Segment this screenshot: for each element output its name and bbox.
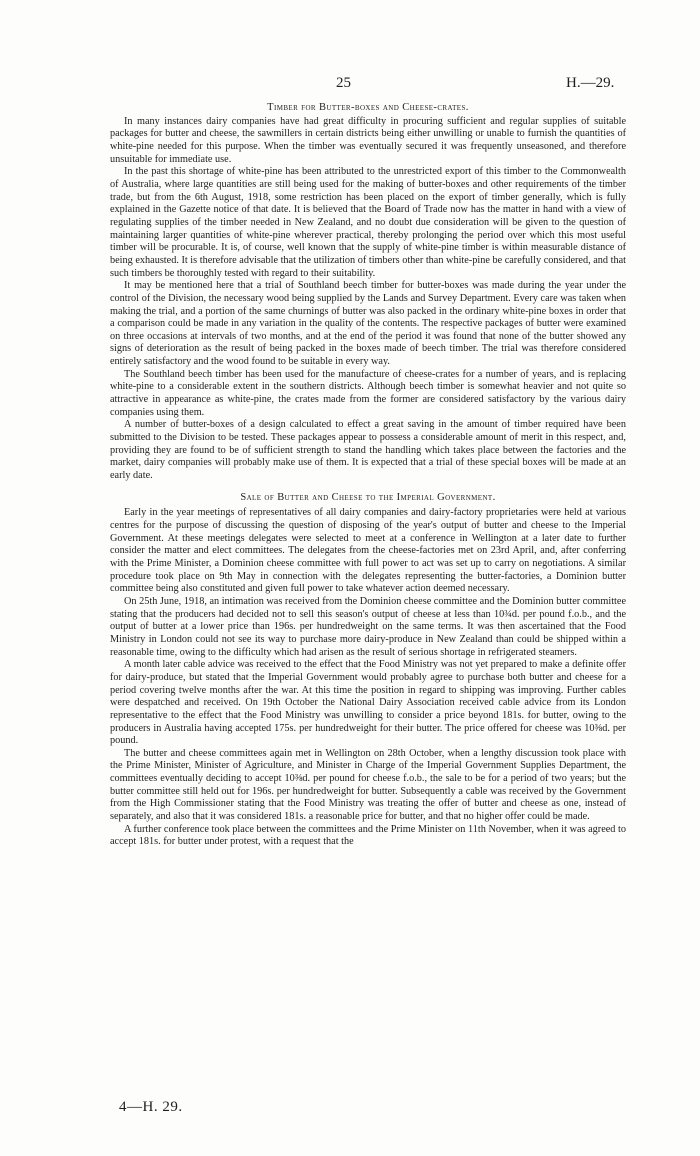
page-number: 25	[336, 75, 351, 91]
paragraph: In many instances dairy companies have had great difficulty in procuring sufficient and regular supplies of suitable packages for butter and cheese, the sawmillers in certain districts being either unwilling or unable to furnish the quantities of white-pine needed for this purpose. When the timber was eventually secured it was frequently unseasoned, and therefore unsuitable for immediate use.	[110, 115, 626, 165]
paragraph: A number of butter-boxes of a design calculated to effect a great saving in the amount of timber required have been submitted to the Division to be tested. These packages appear to possess a considerable amount of merit in this respect, and, providing they are found to be of sufficient strength to stand the handling which takes place between the factories and the market, dairy companies will probably make use of them. It is expected that a trial of these special boxes will be made at an early date.	[110, 419, 626, 482]
paragraph: On 25th June, 1918, an intimation was received from the Dominion cheese committee and the Dominion butter committee stating that the producers had decided not to sell this season's output of cheese at less than 10¾d. per pound f.o.b., and the output of butter at a lower price than 196s. per hundredweight on the same terms. It was then ascertained that the Food Ministry in London could not see its way to purchase more dairy-produce in New Zealand than could be shipped within a reasonable time, owing to the difficulty which had arisen as the result of serious shortage in refrigerated steamers.	[110, 595, 626, 658]
paragraph: In the past this shortage of white-pine has been attributed to the unrestricted export of this timber to the Commonwealth of Australia, where large quantities are still being used for the making of butter-boxes and other requirements of the timber trade, but from the 6th August, 1918, some restriction has been placed on the export of timber generally, which is fully explained in the Gazette notice of that date. It is believed that the Board of Trade now has the matter in hand with a view of regulating supplies of the timber needed in New Zealand, and no doubt due consideration will be given to the question of maintaining larger quantities of white-pine wherever practical, thereby prolonging the period over which this most useful timber will be procurable. It is, of course, well known that the supply of white-pine timber is within measurable distance of being exhausted. It is therefore advisable that the utilization of timbers other than white-pine be carefully considered, and that such timbers be thoroughly tested with regard to their suitability.	[110, 166, 626, 279]
paragraph: The butter and cheese committees again met in Wellington on 28th October, when a lengthy discussion took place with the Prime Minister, Minister of Agriculture, and Minister in Charge of the Imperial Government Supplies Department, the committees eventually deciding to accept 10⅜d. per pound for cheese f.o.b., the sale to be for a period of two years; but the butter committee still held out for 196s. per hundredweight for butter. Subsequently a cable was received by the Government from the High Commissioner stating that the Food Ministry was treating the offer of butter and cheese as one, instead of separately, and also that it was considered 181s. a reasonable price for butter, and that no higher offer could be made.	[110, 747, 626, 823]
section-heading-sale: Sale of Butter and Cheese to the Imperial Government.	[240, 491, 496, 503]
paragraph: A further conference took place between the committees and the Prime Minister on 11th November, when it was agreed to accept 181s. for butter under protest, with a request that the	[110, 823, 626, 848]
paragraph: Early in the year meetings of representatives of all dairy companies and dairy-factory proprietaries were held at various centres for the purpose of discussing the question of disposing of the year's output of butter and cheese to the Imperial Government. At these meetings delegates were selected to meet at a conference in Wellington at a later date to further consider the matter and elect committees. The delegates from the cheese-factories met on 23rd April, and, after conferring with the Prime Minister, a Dominion cheese committee with full power to act was set up to carry on negotiations. A similar procedure took place on 9th May in connection with the delegates representing the butter-factories, a Dominion butter committee being also constituted and given full power to take whatever action deemed necessary.	[110, 507, 626, 595]
section-heading-timber: Timber for Butter-boxes and Cheese-crates.	[267, 102, 469, 113]
paragraph: A month later cable advice was received to the effect that the Food Ministry was not yet prepared to make a definite offer for dairy-produce, but stated that the Imperial Government would probably agree to purchase both butter and cheese for a period covering twelve months after the war. At this time the position in regard to shipping was improving. Further cables were despatched and received. On 19th October the National Dairy Association received cable advice from its London representative to the effect that the Food Ministry was unwilling to consider a price beyond 181s. for butter, owing to the producers in Australia having accepted 175s. per hundredweight for their butter. The price offered for cheese was 10⅜d. per pound.	[110, 659, 626, 747]
paragraph: The Southland beech timber has been used for the manufacture of cheese-crates for a number of years, and is replacing white-pine to a considerable extent in the southern districts. Although beech timber is somewhat heavier and not quite so attractive in appearance as white-pine, the crates made from the former are considered satisfactory by the various dairy companies using them.	[110, 368, 626, 418]
document-reference: H.—29.	[566, 75, 615, 91]
paragraph: It may be mentioned here that a trial of Southland beech timber for butter-boxes was made during the year under the control of the Division, the necessary wood being supplied by the Lands and Survey Department. Every care was taken when making the trial, and a portion of the same churnings of butter was also packed in the ordinary white-pine boxes in order that a comparison could be made in any variation in the quality of the contents. The respective packages of butter were examined on three occasions at intervals of two months, and at the end of the period it was found that none of the butter showed any signs of deterioration as the result of being packed in the boxes made of beech timber. The trial was therefore considered entirely satisfactory and the wood found to be suitable in every way.	[110, 280, 626, 368]
page-signature: 4—H. 29.	[119, 1099, 183, 1115]
body-text	[110, 102, 626, 849]
